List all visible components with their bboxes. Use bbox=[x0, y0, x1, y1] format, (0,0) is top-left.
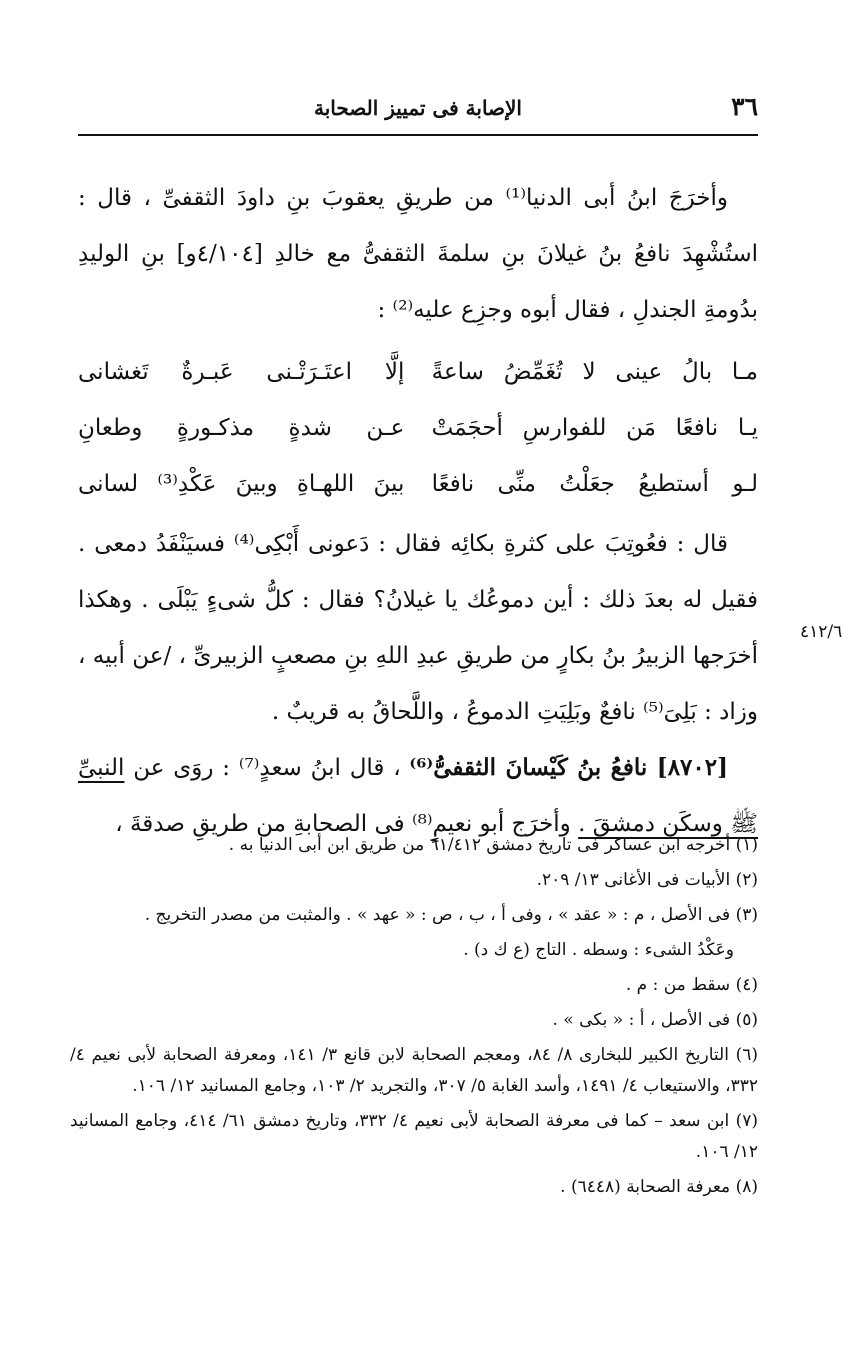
main-text bbox=[78, 170, 758, 852]
page-number: ٣٦ bbox=[731, 92, 758, 121]
verse-2-hemistich-a: يـا نافعًا مَن للفوارسِ أحجَمَتْ bbox=[431, 415, 758, 441]
verse-3-hemistich-b: بينَ اللهـاةِ وبينَ عَكْدِ⁽³⁾ لسانى bbox=[78, 471, 405, 497]
verse-2 bbox=[78, 400, 758, 456]
verse-1-hemistich-a: مـا بالُ عينى لا تُغَمِّضُ ساعةً bbox=[431, 359, 758, 385]
footnote-1: (١) أخرجه ابن عساكر فى تاريخ دمشق ٦١/٤١٢ من طريق ابن أبى الدنيا به . bbox=[228, 835, 758, 855]
footnote-3-continued: وعَكْدُ الشىء : وسطه . التاج (ع ك د) . bbox=[463, 940, 734, 960]
entry-text-underlined: النبىِّ ﷺ وسكَن دمشقَ . bbox=[78, 755, 758, 837]
verse-1 bbox=[78, 344, 758, 400]
header-rule bbox=[78, 134, 758, 136]
entry-text-3: وأخرَج أبو نعيمٍ⁽⁸⁾ فى الصحابةِ من طريقِ صدقةَ ، bbox=[115, 811, 579, 837]
poem bbox=[78, 344, 758, 512]
entry-heading: [٨٧٠٢] نافعُ بنُ كَيْسانَ الثقفىُّ⁽⁶⁾ bbox=[409, 754, 729, 781]
verse-3-hemistich-a: لـو أستطيعُ جعَلْتُ منِّى نافعًا bbox=[431, 471, 758, 497]
footnote-6: (٦) التاريخ الكبير للبخارى ٨/ ٨٤، ومعجم الصحابة لابن قانع ٣/ ١٤١، ومعرفة الصحابة لأبى نعيم ٤/ ٣٣٢، والاستيعاب ٤/ ١٤٩١، وأسد الغابة ٥/ ٣٠٧، والتجريد ٢/ ١٠٣، وجامع المسانيد ١٢/ ١٠٦. bbox=[70, 1045, 758, 1096]
verse-2-hemistich-b: عـن شدةٍ مذكـورةٍ وطعانِ bbox=[78, 415, 405, 441]
margin-reference: ٤١٢/٦ bbox=[800, 622, 843, 642]
verse-3 bbox=[78, 456, 758, 512]
running-header bbox=[78, 92, 758, 132]
book-title: الإصابة فى تمييز الصحابة bbox=[314, 96, 522, 120]
footnote-8: (٨) معرفة الصحابة (٦٤٤٨) . bbox=[560, 1177, 758, 1197]
verse-1-hemistich-b: إلَّا اعتَـرَتْـنى عَبـرةٌ تَغشانى bbox=[78, 359, 405, 385]
footnotes bbox=[70, 830, 758, 1207]
paragraph-2: قال : فعُوتِبَ على كثرةِ بكائِه فقال : دَعونى أَبْكِى⁽⁴⁾ فسيَنْفَدُ دمعى . فقيل له بعدَ ذلك : أين دموعُك يا غيلانُ؟ فقال : كلُّ شىءٍ يَبْلَى . وهكذا أخرَجها الزبيرُ بنُ بكارٍ من طريقِ عبدِ اللهِ بنِ مصعبٍ الزبيرىِّ ، /عن أبيه ، وزاد : بَلِىَ⁽⁵⁾ نافعٌ وبَلِيَتِ الدموعُ ، واللَّحاقُ به قريبٌ . bbox=[78, 531, 758, 725]
footnote-3: (٣) فى الأصل ، م : « عقد » ، وفى أ ، ب ، ص : « عهد » . والمثبت من مصدر التخريج . bbox=[144, 905, 758, 925]
footnote-4: (٤) سقط من : م . bbox=[625, 975, 758, 995]
entry-text-1: ، قال ابنُ سعدٍ⁽⁷⁾ : روَى عن bbox=[124, 755, 401, 781]
footnote-7: (٧) ابن سعد – كما فى معرفة الصحابة لأبى نعيم ٤/ ٣٣٢، وتاريخ دمشق ٦١/ ٤١٤، وجامع المسانيد ١٢/ ١٠٦. bbox=[70, 1111, 758, 1162]
footnote-2: (٢) الأبيات فى الأغانى ١٣/ ٢٠٩. bbox=[536, 870, 758, 890]
footnote-5: (٥) فى الأصل ، أ : « بكى » . bbox=[552, 1010, 758, 1030]
paragraph-1: وأخرَجَ ابنُ أبى الدنيا⁽¹⁾ من طريقِ يعقوبَ بنِ داودَ الثقفىِّ ، قال : استُشْهِدَ نافعُ بنُ غيلانَ بنِ سلمةَ الثقفىُّ مع خالدِ [٤/١٠٤و] بنِ الوليدِ بدُومةِ الجندلِ ، فقال أبوه وجزِع عليه⁽²⁾ : bbox=[78, 185, 758, 323]
